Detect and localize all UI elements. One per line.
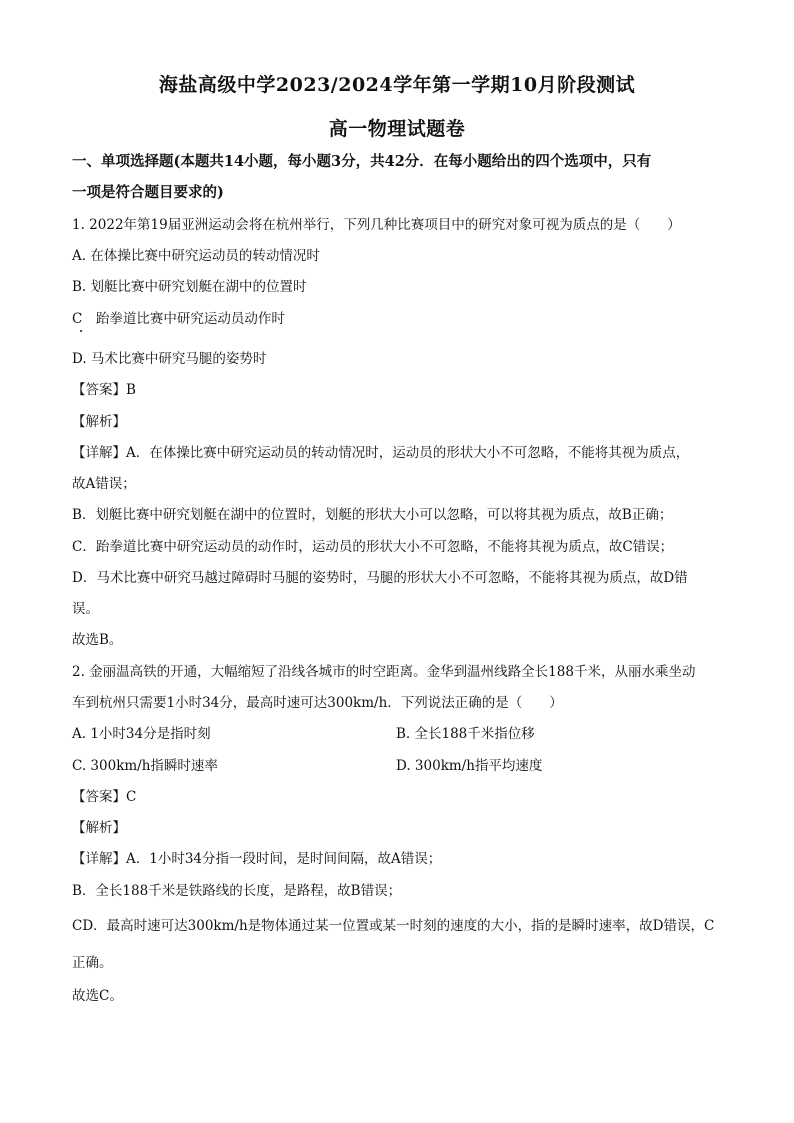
q1-detail-4: C．跆拳道比赛中研究运动员的动作时，运动员的形状大小不可忽略，不能将其视为质点，故C错误； bbox=[72, 539, 674, 555]
section-heading-line1: 一、单项选择题(本题共14小题，每小题3分，共42分．在每小题给出的四个选项中，只有 bbox=[72, 153, 652, 170]
q2-conclusion: 故选C。 bbox=[72, 988, 123, 1004]
exam-title: 海盐高级中学2023/2024学年第一学期10月阶段测试 bbox=[158, 74, 636, 96]
q1-detail-6: 误。 bbox=[72, 601, 99, 617]
q2-detail-2: B．全长188千米是铁路线的长度，是路程，故B错误； bbox=[72, 883, 402, 899]
q1-conclusion: 故选B。 bbox=[72, 632, 123, 648]
q2-detail-4: 正确。 bbox=[72, 955, 113, 971]
q1-detail-5: D．马术比赛中研究马越过障碍时马腿的姿势时，马腿的形状大小不可忽略，不能将其视为质点，故D错 bbox=[72, 570, 688, 586]
q1-answer: 【答案】B bbox=[72, 382, 136, 398]
q2-stem-line1: 2. 金丽温高铁的开通，大幅缩短了沿线各城市的时空距离。金华到温州线路全长188千米，从丽水乘坐动 bbox=[72, 664, 696, 680]
q2-option-d: D. 300km/h指平均速度 bbox=[396, 758, 543, 774]
q1-detail-2: 故A错误； bbox=[72, 476, 136, 492]
q2-option-c: C. 300km/h指瞬时速率 bbox=[72, 758, 218, 774]
q1-detail-3: B．划艇比赛中研究划艇在湖中的位置时，划艇的形状大小可以忽略，可以将其视为质点，故B正确； bbox=[72, 507, 673, 523]
q1-option-a: A. 在体操比赛中研究运动员的转动情况时 bbox=[72, 248, 320, 264]
q1-analysis-label: 【解析】 bbox=[72, 414, 126, 430]
q1-option-d: D. 马术比赛中研究马腿的姿势时 bbox=[72, 351, 267, 367]
q1-stem: 1. 2022年第19届亚洲运动会将在杭州举行，下列几种比赛项目中的研究对象可视为质点的是（ ） bbox=[72, 217, 681, 233]
q2-detail-1: 【详解】A．1小时34分指一段时间，是时间间隔，故A错误； bbox=[72, 851, 442, 867]
q1-option-b: B. 划艇比赛中研究划艇在湖中的位置时 bbox=[72, 279, 307, 295]
q2-analysis-label: 【解析】 bbox=[72, 820, 126, 836]
q1-option-c: C 跆拳道比赛中研究运动员动作时 bbox=[72, 311, 285, 327]
exam-subtitle: 高一物理试题卷 bbox=[328, 118, 466, 140]
q2-detail-3: CD．最高时速可达300km/h是物体通过某一位置或某一时刻的速度的大小，指的是瞬时速率，故D错误，C bbox=[72, 918, 715, 934]
q2-stem-line2: 车到杭州只需要1小时34分，最高时速可达300km/h．下列说法正确的是（ ） bbox=[72, 695, 563, 711]
q2-option-b: B. 全长188千米指位移 bbox=[396, 726, 535, 742]
q2-option-a: A. 1小时34分是指时刻 bbox=[72, 726, 211, 742]
q2-answer: 【答案】C bbox=[72, 789, 137, 805]
q1-detail-1: 【详解】A．在体操比赛中研究运动员的转动情况时，运动员的形状大小不可忽略，不能将其视为质点， bbox=[72, 445, 690, 461]
stray-dot bbox=[80, 330, 82, 332]
section-heading-line2: 一项是符合题目要求的) bbox=[72, 184, 224, 201]
